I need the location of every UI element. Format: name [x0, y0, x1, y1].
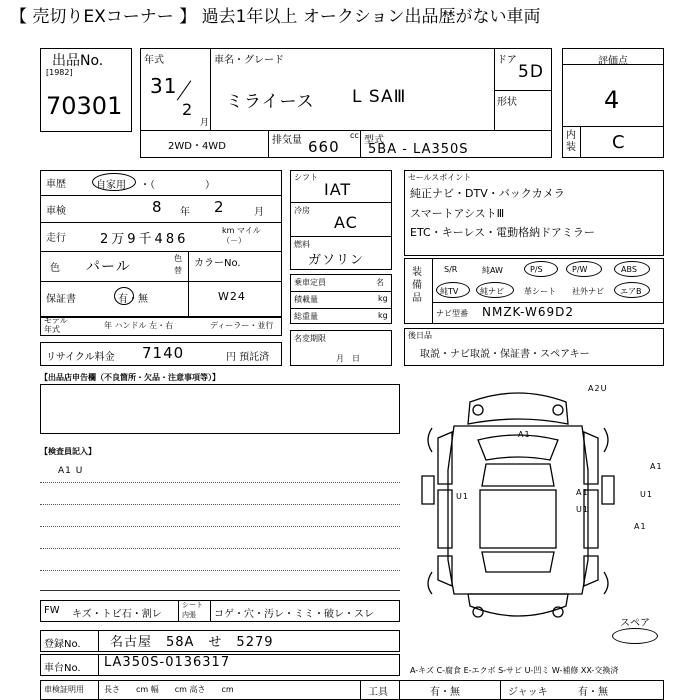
- equip-airbag: エアB: [620, 287, 642, 296]
- inspector-notes-label: 【検査員記入】: [40, 447, 96, 456]
- seller-notes-box: [40, 384, 400, 434]
- color-no-label: カラーNo.: [194, 258, 241, 269]
- diagram-mark-3: A1: [576, 488, 589, 497]
- displacement-unit: cc: [350, 131, 359, 140]
- displacement-label: 排気量: [272, 135, 302, 146]
- fw-seat: シート内張: [182, 601, 203, 619]
- lot-sub: [1982]: [46, 68, 73, 77]
- equipment-label: 装備品: [412, 267, 422, 304]
- inspection-month-unit: 月: [254, 207, 264, 218]
- registration-label: 登録No.: [44, 639, 81, 650]
- doors-value: 5D: [518, 62, 544, 82]
- model-grade: L SAⅢ: [352, 87, 407, 107]
- equip-pw: P/W: [572, 265, 588, 274]
- navi-label: ナビ型番: [436, 309, 468, 318]
- drive-label: 2WD・4WD: [168, 141, 226, 152]
- spare-tire-icon: [612, 628, 658, 644]
- cert-dims: 長さ cm 幅 cm 高さ cm: [104, 685, 234, 694]
- equip-tv: 純TV: [440, 287, 459, 296]
- diagram-mark-1: A1: [518, 430, 531, 439]
- name-change-unit: 月 日: [336, 354, 360, 363]
- lot-number: 70301: [46, 92, 123, 120]
- history-label: 車歴: [46, 179, 66, 190]
- year-label: 年式: [144, 55, 164, 66]
- tools-value: 有・無: [430, 687, 460, 698]
- color-no-value: W24: [218, 290, 246, 303]
- equip-navi: 純ナビ: [480, 287, 504, 296]
- diagram-mark-8: A2U: [588, 384, 608, 393]
- chassis-value: LA350S-0136317: [104, 655, 231, 670]
- gross-label: 総重量: [294, 312, 318, 321]
- mileage-value: 2万9千486: [100, 232, 189, 247]
- color-label: 色: [50, 263, 60, 274]
- year-value: 31: [150, 74, 178, 98]
- sales-line-1: 純正ナビ・DTV・バックカメラ: [410, 187, 565, 200]
- equip-leather: 革シート: [524, 287, 556, 296]
- chassis-label: 車台No.: [44, 663, 81, 674]
- page-header: 【 売切りEXコーナー 】 過去1年以上 オークション出品歴がない車両: [10, 7, 541, 27]
- spare-label: スペア: [620, 618, 650, 629]
- warranty-value: 有・無: [118, 294, 148, 305]
- load-unit: kg: [378, 294, 388, 303]
- tools-label: 工具: [368, 687, 388, 698]
- ac-label: 冷房: [294, 206, 310, 215]
- seller-notes-label: 【出品店申告欄（不良箇所・欠品・注意事項等）】: [40, 373, 220, 382]
- interior-value: C: [612, 132, 626, 153]
- inspection-year: 8: [152, 198, 163, 216]
- damage-legend: A-キズ C-腐食 E-エクボ S-サビ U-凹ミ W-補修 XX-交換済: [410, 666, 619, 675]
- inspection-year-unit: 年: [180, 207, 190, 218]
- year-month-unit: 月: [200, 118, 210, 128]
- mileage-label: 走行: [46, 233, 66, 244]
- fuel-label: 燃料: [294, 240, 310, 249]
- capacity-label: 乗車定員: [294, 278, 326, 287]
- dealer-label: ディーラー・並行: [210, 321, 274, 330]
- model-label: 車名・グレード: [214, 55, 284, 66]
- diagram-mark-6: A1: [650, 462, 663, 471]
- equip-aw: 純AW: [482, 266, 503, 275]
- navi-value: NMZK-W69D2: [482, 305, 575, 319]
- type-label: 型式: [364, 135, 384, 146]
- lot-label: 出品No.: [52, 53, 104, 69]
- mileage-unit: km マイル（－）: [222, 226, 261, 245]
- color-value: パール: [86, 259, 131, 275]
- inspector-notes-value: A1 U: [58, 466, 84, 476]
- cert-label: 車検証明用: [44, 685, 84, 694]
- sales-label: セールスポイント: [408, 173, 472, 182]
- extras-label: 後日品: [408, 331, 432, 340]
- diagram-mark-7: A1: [634, 522, 647, 531]
- extras-value: 取説・ナビ取説・保証書・スペアキー: [420, 349, 590, 360]
- year-month: 2: [182, 100, 194, 119]
- inspection-month: 2: [214, 198, 225, 216]
- sales-line-3: ETC・キーレス・電動格納ドアミラー: [410, 226, 595, 239]
- score-label: 評価点: [598, 56, 628, 67]
- diagram-mark-2: U1: [456, 492, 469, 501]
- fw-rest: コゲ・穴・汚レ・ミミ・破レ・スレ: [214, 609, 374, 620]
- fuel-value: ガソリン: [308, 253, 365, 268]
- diagram-mark-5: U1: [640, 490, 653, 499]
- shift-value: IAT: [324, 180, 352, 199]
- displacement-value: 660: [308, 138, 340, 156]
- jack-value: 有・無: [578, 687, 608, 698]
- load-label: 積載量: [294, 295, 318, 304]
- gross-unit: kg: [378, 311, 388, 320]
- inspection-label: 車検: [46, 206, 66, 217]
- fw-items: キズ・トビ石・割レ: [72, 609, 162, 620]
- interior-label: 内装: [566, 130, 576, 153]
- score-value: 4: [604, 86, 621, 114]
- equip-ps: P/S: [530, 265, 543, 274]
- jack-label: ジャッキ: [508, 687, 548, 698]
- name-change-label: 名変期限: [294, 334, 326, 343]
- history-value: 自家用: [96, 180, 126, 191]
- equip-aftermarket-navi: 社外ナビ: [572, 287, 604, 296]
- recycle-unit: 円 預託済: [226, 352, 270, 363]
- sales-line-2: スマートアシストⅢ: [410, 207, 505, 220]
- model-name: ミライース: [226, 92, 315, 112]
- handle-label: 年 ハンドル 左・右: [104, 321, 174, 330]
- warranty-label: 保証書: [46, 294, 76, 305]
- fw-label: FW: [44, 605, 60, 616]
- recycle-label: リサイクル料金: [46, 352, 115, 363]
- equip-sr: S/R: [444, 265, 458, 274]
- equip-abs: ABS: [621, 265, 637, 274]
- model-type-label: モデル 年式: [44, 316, 68, 334]
- type-value: 5BA - LA350S: [368, 142, 469, 157]
- doors-label: ドア: [497, 55, 517, 66]
- diagram-mark-4: U1: [576, 505, 589, 514]
- shape-label: 形状: [497, 97, 517, 108]
- color-change-label: 色替: [174, 254, 182, 275]
- capacity-unit: 名: [376, 278, 384, 287]
- shift-label: シフト: [294, 173, 318, 182]
- history-rest: ・（ ）: [140, 180, 215, 191]
- recycle-value: 7140: [142, 344, 185, 362]
- ac-value: AC: [334, 213, 358, 232]
- registration-value: 名古屋 58A せ 5279: [110, 635, 274, 650]
